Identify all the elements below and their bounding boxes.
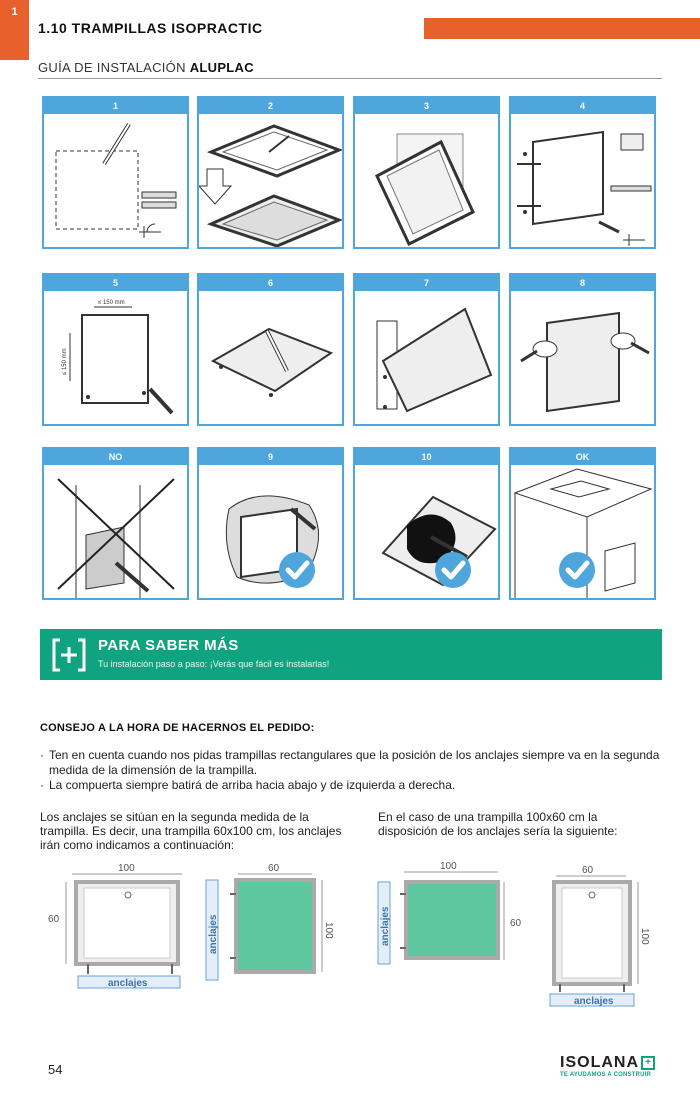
step-10 (353, 447, 500, 600)
advice-bullet: · Ten en cuenta cuando nos pidas trampillas rectangulares que la posición de los anclajes siempre va en la segunda medida de la dimensión de la trampilla. (40, 748, 665, 778)
step-illustration-frame-assembly (199, 114, 342, 247)
step-illustration-insert-frame (355, 114, 498, 247)
dim-width-label: 100 (118, 863, 135, 874)
step-1 (42, 96, 189, 249)
divider (38, 78, 662, 79)
dim-height-label: 100 (639, 928, 650, 945)
step-3 (353, 96, 500, 249)
step-7 (353, 273, 500, 426)
anchors-label: anclajes (208, 914, 219, 954)
step-illustration-measure-placement (44, 291, 187, 424)
left-explanation: Los anclajes se sitúan en la segunda medida de la trampilla. Es decir, una trampilla 60x100 cm, los anclajes irán como indicamos a continuación: (40, 810, 342, 852)
step-illustration-place-panel (355, 291, 498, 424)
step-ok (509, 447, 656, 600)
step-illustration-fix-anchors (511, 114, 654, 247)
step-illustration-press-panel (511, 291, 654, 424)
anchors-label: anclajes (380, 906, 391, 946)
step-illustration-apply-adhesive (199, 291, 342, 424)
dim-height-label: 60 (510, 918, 522, 929)
spacing-label-vertical: ≤ 150 mm (62, 348, 68, 375)
logo-plus-icon: + (641, 1056, 655, 1070)
chapter-tab: 1 (0, 0, 29, 60)
step-illustration-wrong-method (44, 465, 187, 598)
step-label: 3 (355, 98, 498, 114)
logo-tagline: TE AYUDAMOS A CONSTRUIR (560, 1072, 652, 1078)
step-no (42, 447, 189, 600)
brand-logo (560, 1054, 664, 1078)
header-accent-bar (424, 18, 700, 39)
plus-bracket-icon (52, 638, 86, 672)
dim-width-label: 60 (268, 863, 280, 874)
anchors-label: anclajes (108, 978, 148, 989)
section-subtitle: GUÍA DE INSTALACIÓN ALUPLAC (38, 60, 254, 75)
spacing-label-horizontal: ≤ 150 mm (98, 300, 125, 306)
diagram-100x60 (368, 858, 668, 1008)
step-label: 7 (355, 275, 498, 291)
dim-width-label: 60 (582, 865, 594, 876)
right-explanation: En el caso de una trampilla 100x60 cm la disposición de los anclajes sería la siguiente: (378, 810, 618, 838)
step-label: 5 (44, 275, 187, 291)
dim-width-label: 100 (440, 861, 457, 872)
dim-height-label: 100 (323, 922, 334, 939)
step-label: 8 (511, 275, 654, 291)
step-label: 1 (44, 98, 187, 114)
advice-bullet: · La compuerta siempre batirá de arriba hacia abajo y de izquierda a derecha. (40, 778, 665, 793)
step-9 (197, 447, 344, 600)
step-label: 9 (199, 449, 342, 465)
step-5 (42, 273, 189, 426)
page-number: 54 (48, 1062, 63, 1077)
step-6 (197, 273, 344, 426)
banner-subtitle: Tu instalación paso a paso: ¡Verás que fácil es instalarlas! (98, 659, 330, 669)
brand-name: ALUPLAC (189, 60, 254, 75)
more-info-banner[interactable] (40, 629, 662, 680)
step-label: NO (44, 449, 187, 465)
step-label: OK (511, 449, 654, 465)
diagram-60x100 (40, 858, 340, 998)
advice-heading: CONSEJO A LA HORA DE HACERNOS EL PEDIDO: (40, 722, 315, 734)
step-illustration-fill-joints (199, 465, 342, 598)
dim-height-label: 60 (48, 914, 60, 925)
step-label: 10 (355, 449, 498, 465)
banner-title: PARA SABER MÁS (98, 637, 239, 654)
step-4 (509, 96, 656, 249)
step-2 (197, 96, 344, 249)
step-illustration-finish-surface (355, 465, 498, 598)
logo-word: ISOLANA (560, 1054, 639, 1071)
step-label: 6 (199, 275, 342, 291)
step-illustration-mark-opening (44, 114, 187, 247)
anchors-label: anclajes (574, 996, 614, 1007)
step-label: 4 (511, 98, 654, 114)
step-label: 2 (199, 98, 342, 114)
step-illustration-finished-result (511, 465, 654, 598)
page-title: 1.10 TRAMPILLAS ISOPRACTIC (38, 20, 263, 36)
step-8 (509, 273, 656, 426)
